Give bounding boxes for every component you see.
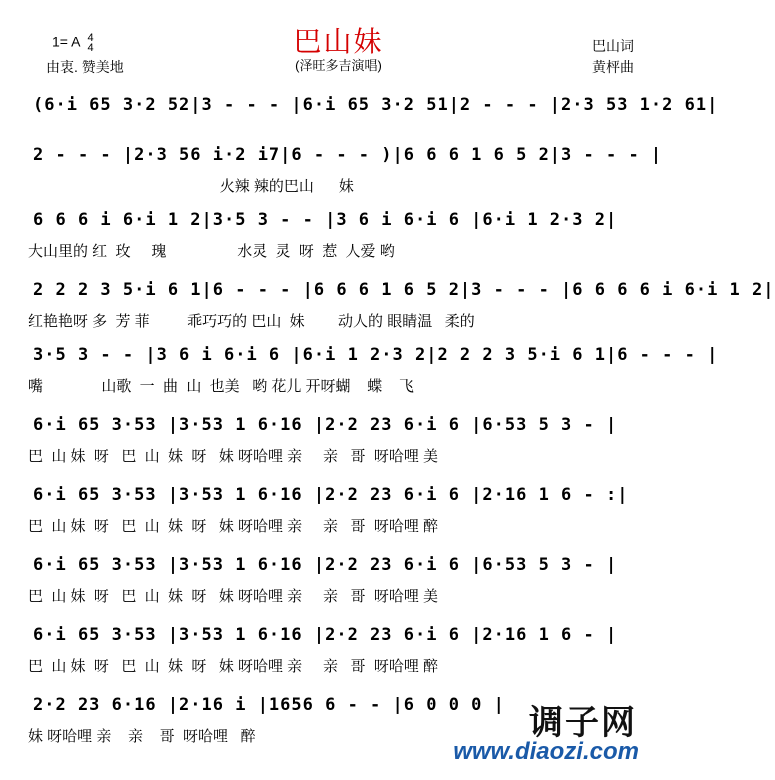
- notation-line: 6·i 65 3·53 |3·53 1 6·16 |2·2 23 6·i 6 |6·53 5 3 - |: [33, 555, 618, 575]
- song-subtitle: (泽旺多吉演唱): [295, 58, 382, 73]
- time-signature: [88, 33, 94, 53]
- lyric-line: 巴 山 妹 呀 巴 山 妹 呀 妹 呀哈哩 亲 亲 哥 呀哈哩 美: [28, 588, 439, 605]
- notation-line: 6·i 65 3·53 |3·53 1 6·16 |2·2 23 6·i 6 |2·16 1 6 - |: [33, 625, 618, 645]
- notation-line: 6·i 65 3·53 |3·53 1 6·16 |2·2 23 6·i 6 |6·53 5 3 - |: [33, 415, 618, 435]
- time-bottom: 4: [87, 42, 94, 54]
- lyric-line: 巴 山 妹 呀 巴 山 妹 呀 妹 呀哈哩 亲 亲 哥 呀哈哩 美: [28, 448, 439, 465]
- notation-line: 3·5 3 - - |3 6 i 6·i 6 |6·i 1 2·3 2|2 2 2 3 5·i 6 1|6 - - - |: [33, 345, 719, 365]
- watermark-url: www.diaozi.com: [453, 738, 639, 765]
- expression-mark: 由衷. 赞美地: [46, 59, 124, 75]
- key-signature: [52, 33, 94, 53]
- lyric-line: 妹 呀哈哩 亲 亲 哥 呀哈哩 醉: [28, 728, 256, 745]
- lyric-line: 巴 山 妹 呀 巴 山 妹 呀 妹 呀哈哩 亲 亲 哥 呀哈哩 醉: [28, 658, 439, 675]
- notation-line: 2 - - - |2·3 56 i·2 i7|6 - - - )|6 6 6 1 6 5 2|3 - - - |: [33, 145, 663, 165]
- composer-credit: 黄枰曲: [592, 59, 634, 75]
- notation-line: 6 6 6 i 6·i 1 2|3·5 3 - - |3 6 i 6·i 6 |6·i 1 2·3 2|: [33, 210, 618, 230]
- key-label: 1= A: [52, 33, 80, 50]
- notation-line: 2 2 2 3 5·i 6 1|6 - - - |6 6 6 1 6 5 2|3 - - - |6 6 6 6 i 6·i 1 2|: [33, 280, 775, 300]
- notation-line: (6·i 65 3·2 52|3 - - - |6·i 65 3·2 51|2 - - - |2·3 53 1·2 61|: [33, 95, 719, 115]
- lyric-line: 火辣 辣的巴山 妹: [28, 178, 354, 195]
- notation-line: 6·i 65 3·53 |3·53 1 6·16 |2·2 23 6·i 6 |2·16 1 6 - :|: [33, 485, 629, 505]
- lyricist-credit: 巴山词: [592, 38, 634, 54]
- song-title: 巴山妹: [293, 26, 384, 57]
- lyric-line: 红艳艳呀 多 芳 菲 乖巧巧的 巴山 妹 动人的 眼睛温 柔的: [28, 313, 475, 330]
- time-top: 4: [87, 32, 94, 44]
- lyric-line: 巴 山 妹 呀 巴 山 妹 呀 妹 呀哈哩 亲 亲 哥 呀哈哩 醉: [28, 518, 439, 535]
- watermark-brand: 调子网: [529, 704, 637, 742]
- lyric-line: 大山里的 红 玫 瑰 水灵 灵 呀 惹 人爱 哟: [28, 243, 395, 260]
- notation-line: 2·2 23 6·16 |2·16 i |1656 6 - - |6 0 0 0 |: [33, 695, 505, 715]
- lyric-line: 嘴 山歌 一 曲 山 也美 哟 花儿 开呀蝴 蝶 飞: [28, 378, 414, 395]
